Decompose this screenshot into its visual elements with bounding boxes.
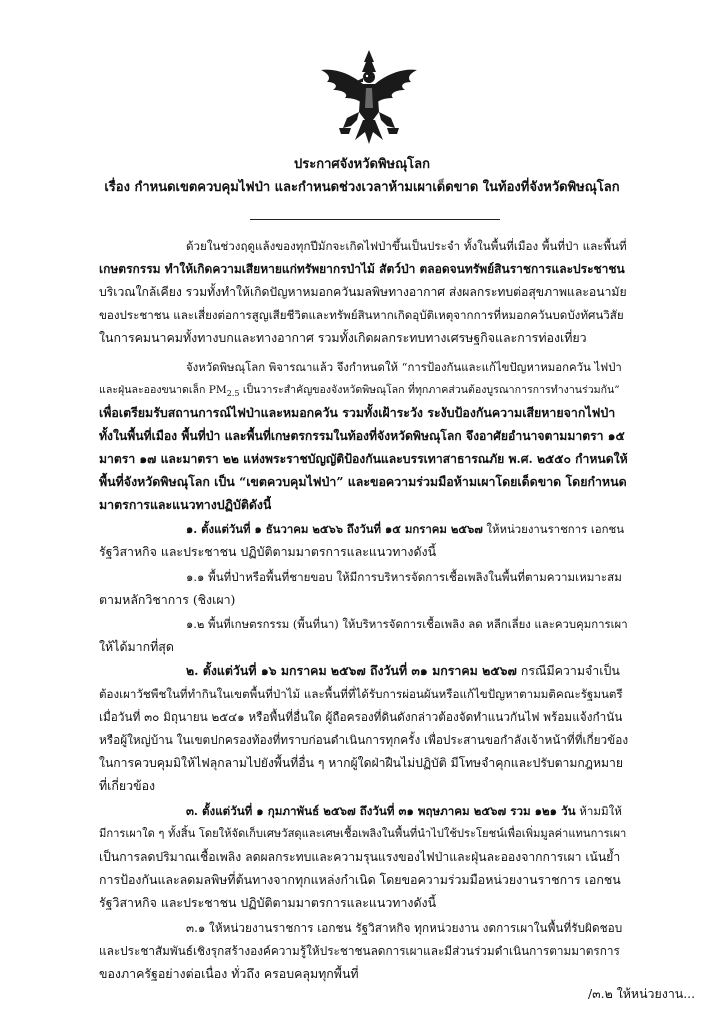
paragraph-line: ที่เกี่ยวข้อง — [99, 778, 156, 793]
paragraph-line: ในการคมนาคมทั้งทางบกและทางอากาศ รวมทั้งเกิดผลกระทบทางเศรษฐกิจและการท่องเที่ยว — [99, 330, 587, 345]
section-1-item-1: ๑.๑ พื้นที่ป่าหรือพื้นที่ชายขอบ ให้มีการบริหารจัดการเชื้อเพลิงในพื้นที่ตามความเหมาะสม — [186, 570, 622, 584]
paragraph-line: มาตรการและแนวทางปฏิบัติดังนี้ — [99, 497, 272, 512]
paragraph-line: รัฐวิสาหกิจ และประชาชน ปฏิบัติตามมาตรการและแนวทางดังนี้ — [99, 544, 437, 559]
pm-subscript: 2.5 — [226, 389, 240, 398]
paragraph-line: ด้วยในช่วงฤดูแล้งของทุกปีมักจะเกิดไฟป่าขึ้นเป็นประจำ ทั้งในพื้นที่เมือง พื้นที่ป่า และพื้นที่ — [186, 239, 627, 253]
paragraph-text: เป็นวาระสำคัญของจังหวัดพิษณุโลก ที่ทุกภาคส่วนต้องบูรณาการการทำงานร่วมกัน” — [239, 384, 620, 396]
section-3-item-1: ๓.๑ ให้หน่วยงานราชการ เอกชน รัฐวิสาหกิจ ทุกหน่วยงาน งดการเผาในพื้นที่รับผิดชอบ — [186, 921, 623, 935]
announcement-subject: เรื่อง กำหนดเขตควบคุมไฟป่า และกำหนดช่วงเวลาห้ามเผาเด็ดขาด ในท้องที่จังหวัดพิษณุโลก — [104, 180, 620, 195]
paragraph-line: รัฐวิสาหกิจ และประชาชน ปฏิบัติตามมาตรการและแนวทางดังนี้ — [99, 895, 437, 910]
paragraph-line: ของภาครัฐอย่างต่อเนื่อง ทั่วถึง ครอบคลุมทุกพื้นที่ — [99, 966, 359, 981]
announcement-title: ประกาศจังหวัดพิษณุโลก — [294, 157, 430, 172]
paragraph-line: บริเวณใกล้เคียง รวมทั้งทำให้เกิดปัญหาหมอกควันมลพิษทางอากาศ ส่งผลกระทบต่อสุขภาพและอนามัย — [99, 285, 627, 299]
paragraph-line: พื้นที่จังหวัดพิษณุโลก เป็น “เขตควบคุมไฟป่า” และขอความร่วมมือห้ามเผาโดยเด็ดขาด โดยกำหนด — [99, 474, 627, 489]
page-continuation: /๓.๒ ให้หน่วยงาน... — [588, 986, 696, 1001]
section-3-heading: ๓. ตั้งแต่วันที่ ๑ กุมภาพันธ์ ๒๕๖๗ ถึงวันที่ ๓๑ พฤษภาคม ๒๕๖๗ รวม ๑๒๑ วัน ห้ามมิให้ — [186, 804, 622, 818]
garuda-emblem-icon — [317, 48, 421, 146]
paragraph-line: ต้องเผาวัชพืชในที่ทำกินในเขตพื้นที่ป่าไม้ และพื้นที่ที่ได้รับการผ่อนผันหรือแก้ไขปัญหาตามมติคณะรัฐมนตรี — [99, 687, 623, 701]
paragraph-line: ของประชาชน และเสี่ยงต่อการสูญเสียชีวิตและทรัพย์สินหากเกิดอุบัติเหตุจากการที่หมอกควันบดบังทัศนวิสัย — [99, 308, 624, 322]
title-divider — [250, 219, 500, 220]
paragraph-line: มาตรา ๑๗ และมาตรา ๒๒ แห่งพระราชบัญญัติป้องกันและบรรเทาสาธารณภัย พ.ศ. ๒๕๕๐ กำหนดให้ — [99, 452, 628, 466]
paragraph-line: และประชาสัมพันธ์เชิงรุกสร้างองค์ความรู้ให้ประชาชนลดการเผาและมีส่วนร่วมดำเนินการตามมาตรการ — [99, 944, 620, 958]
paragraph-line: หรือผู้ใหญ่บ้าน ในเขตปกครองท้องที่ทราบก่อนดำเนินการทุกครั้ง เพื่อประสานขอกำลังเจ้าหน้าที่ที่เกี่ยวข้อง — [99, 733, 628, 747]
paragraph-line: ตามหลักวิชาการ (ชิงเผา) — [99, 592, 236, 607]
paragraph-line: มีการเผาใด ๆ ทั้งสิ้น โดยให้จัดเก็บเศษวัสดุและเศษเชื้อเพลิงในพื้นที่นำไปใช้ประโยชน์เพื่อเพิ่มมูลค่าแทนการเผา — [99, 827, 627, 840]
paragraph-line — [99, 380, 620, 404]
section-1-item-2: ๑.๒ พื้นที่เกษตรกรรม (พื้นที่นา) ให้บริหารจัดการเชื้อเพลิง ลด หลีกเลี่ยง และควบคุมการเผา — [186, 617, 628, 631]
section-2-heading: ๒. ตั้งแต่วันที่ ๑๖ มกราคม ๒๕๖๗ ถึงวันที่ ๓๑ มกราคม ๒๕๖๗ กรณีมีความจำเป็น — [186, 663, 620, 678]
paragraph-line: ในการควบคุมมิให้ไฟลุกลามไปยังพื้นที่อื่น ๆ หากผู้ใดฝ่าฝืนไม่ปฏิบัติ มีโทษจำคุกและปรับตามกฎหมาย — [99, 756, 624, 770]
pm-label: และฝุ่นละอองขนาดเล็ก PM — [99, 384, 227, 396]
paragraph-line: เกษตรกรรม ทำให้เกิดความเสียหายแก่ทรัพยากรป่าไม้ สัตว์ป่า ตลอดจนทรัพย์สินราชการและประชาชน — [99, 262, 625, 276]
paragraph-line: จังหวัดพิษณุโลก พิจารณาแล้ว จึงกำหนดให้ “การป้องกันและแก้ไขปัญหาหมอกควัน ไฟป่า — [186, 360, 622, 374]
paragraph-line: ให้ได้มากที่สุด — [99, 639, 174, 654]
paragraph-line: การป้องกันและลดมลพิษที่ต้นทางจากทุกแหล่งกำเนิด โดยขอความร่วมมือหน่วยงานราชการ เอกชน — [99, 872, 621, 887]
paragraph-line: ทั้งในพื้นที่เมือง พื้นที่ป่า และพื้นที่เกษตรกรรมในท้องที่จังหวัดพิษณุโลก จึงอาศัยอำนาจตามมาตรา ๑๕ — [99, 429, 625, 443]
paragraph-line: เป็นการลดปริมาณเชื้อเพลิง ลดผลกระทบและความรุนแรงของไฟป่าและฝุ่นละอองจากการเผา เน้นย้ำ — [99, 850, 621, 864]
paragraph-line: เมื่อวันที่ ๓๐ มิถุนายน ๒๕๔๑ หรือพื้นที่อื่นใด ผู้ถือครองที่ดินดังกล่าวต้องจัดทำแนวกันไฟ พร้อมแจ้งกำนัน — [99, 710, 623, 724]
section-1-heading: ๑. ตั้งแต่วันที่ ๑ ธันวาคม ๒๕๖๖ ถึงวันที่ ๑๕ มกราคม ๒๕๖๗ ให้หน่วยงานราชการ เอกชน — [186, 522, 624, 536]
paragraph-line: เพื่อเตรียมรับสถานการณ์ไฟป่าและหมอกควัน รวมทั้งเฝ้าระวัง ระงับป้องกันความเสียหายจากไฟป่า — [99, 405, 616, 420]
